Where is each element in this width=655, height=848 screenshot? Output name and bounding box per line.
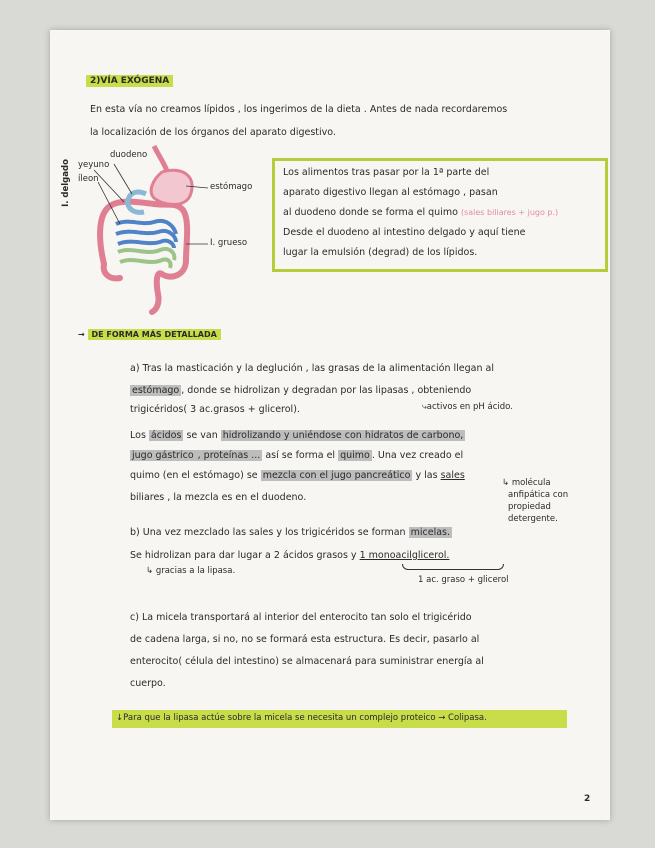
acids-line-2: jugo gástrico , proteínas ... así se forma el quimo . Una vez creado el (132, 450, 464, 461)
acids-side-3: propiedad (508, 502, 551, 512)
acids-side-2: anfipática con (508, 490, 569, 500)
para-a-note: ⤷activos en pH ácido. (422, 402, 513, 412)
small-intestine-jejunum (116, 221, 176, 248)
intro-line-2: la localización de los órganos del aparato digestivo. (90, 127, 336, 138)
digestive-organs-drawing (58, 144, 268, 319)
digestive-system-diagram (58, 144, 268, 319)
small-intestine-ileum (118, 249, 174, 268)
para-c-line-3: enterocito( célula del intestino) se almacenará para suministrar energía al (130, 656, 484, 667)
para-c-line-2: de cadena larga, si no, no se formará esta estructura. Es decir, pasarlo al (130, 634, 480, 645)
para-a-line-1: a) Tras la masticación y la deglución , las grasas de la alimentación llegan al (130, 363, 494, 374)
page-number: 2 (584, 794, 591, 804)
summary-box (272, 158, 608, 272)
section-title: 2)VÍA EXÓGENA (86, 76, 173, 86)
sales-biliares-note: (sales biliares + jugo p.) (460, 208, 559, 217)
box-line-5: lugar la emulsión (degrad) de los lípidos. (283, 247, 478, 258)
detail-heading: → DE FORMA MÁS DETALLADA (78, 330, 221, 339)
para-b-line-2: Se hidrolizan para dar lugar a 2 ácidos grasos y 1 monoacilglicerol. (130, 550, 450, 561)
para-b-line-1: b) Una vez mezclado las sales y los trigicéridos se forman micelas. (130, 527, 451, 538)
box-line-3: al duodeno donde se forma el quimo (sales biliares + jugo p.) (283, 207, 559, 218)
acids-line-3: quimo (en el estómago) se mezcla con el jugo pancreático y las sales (130, 470, 465, 481)
callout-text: ↓Para que la lipasa actúe sobre la micela se necesita un complejo proteico → Colipasa. (116, 713, 487, 723)
para-c-line-4: cuerpo. (130, 678, 166, 689)
diagram-label-intestino-delgado: I. delgado (60, 159, 71, 207)
diagram-label-ileon: íleon (78, 174, 99, 184)
para-a-line-2: estómago , donde se hidrolizan y degradan por las lipasas , obteniendo (132, 385, 472, 396)
intro-line-1: En esta vía no creamos lípidos , los ingerimos de la dieta . Antes de nada recordaremos (90, 104, 508, 115)
para-b-note-left: ↳ gracias a la lipasa. (146, 566, 236, 576)
acids-line-4: biliares , la mezcla es en el duodeno. (130, 492, 307, 503)
arrow-icon: → (78, 330, 85, 339)
para-c-line-1: c) La micela transportará al interior del enterocito tan solo el trigicérido (130, 612, 472, 623)
diagram-label-yeyuno: yeyuno (78, 160, 110, 170)
box-line-4: Desde el duodeno al intestino delgado y aquí tiene (283, 227, 526, 238)
stomach (151, 170, 192, 204)
monoacylglycerol-brace (402, 564, 504, 570)
para-a-line-3: trigicéridos( 3 ac.grasos + glicerol). (130, 404, 300, 415)
diagram-label-duodeno: duodeno (110, 150, 148, 160)
box-line-2: aparato digestivo llegan al estómago , pasan (283, 187, 498, 198)
acids-side-4: detergente. (508, 514, 558, 524)
diagram-label-grueso: I. grueso (210, 238, 248, 248)
acids-side-1: ↳ molécula (502, 478, 551, 488)
acids-line-1: Los ácidos se van hidrolizando y uniéndose con hidratos de carbono, (130, 430, 464, 441)
notebook-page (50, 30, 610, 820)
colipasa-callout (112, 710, 567, 728)
box-line-1: Los alimentos tras pasar por la 1ª parte del (283, 167, 490, 178)
para-b-note-right: 1 ac. graso + glicerol (418, 575, 509, 585)
diagram-label-estomago: estómago (210, 182, 253, 192)
